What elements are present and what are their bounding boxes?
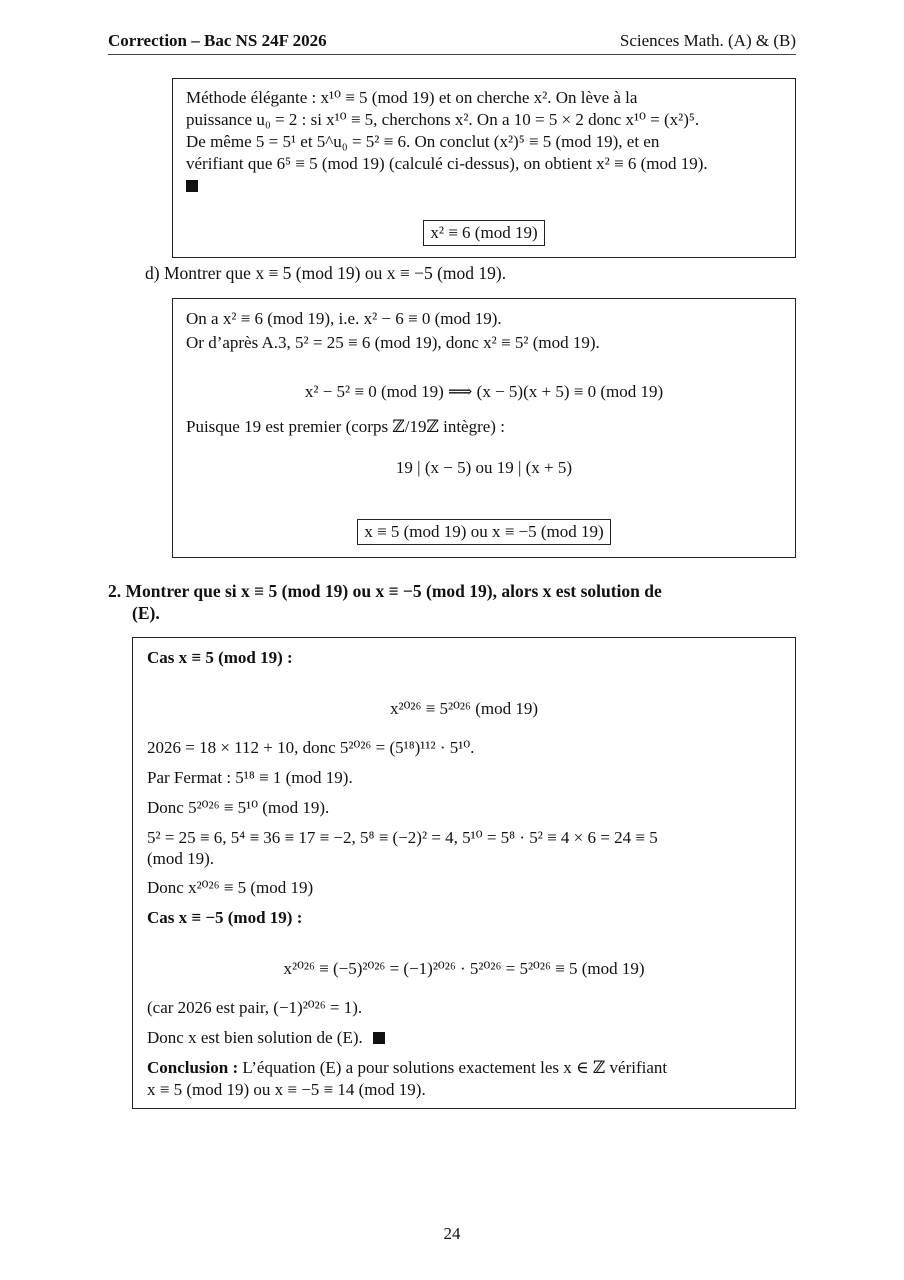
method-box	[172, 78, 796, 258]
part-d-line-2: Or d’après A.3, 5² = 25 ≡ 6 (mod 19), donc x² ≡ 5² (mod 19).	[186, 333, 600, 352]
case-1-line-2: Par Fermat : 5¹⁸ ≡ 1 (mod 19).	[147, 768, 353, 787]
case-1-line-5: Donc x²⁰²⁶ ≡ 5 (mod 19)	[147, 878, 314, 897]
conclusion-text: L’équation (E) a pour solutions exactement les x ∈ ℤ vérifiant	[238, 1058, 668, 1077]
part-d-equation-2: 19 | (x − 5) ou 19 | (x + 5)	[395, 458, 573, 477]
part-2-heading-1: 2. Montrer que si x ≡ 5 (mod 19) ou x ≡ −5 (mod 19), alors x est solution de	[108, 581, 662, 601]
conclusion-line-1	[147, 1057, 667, 1079]
part-d-result	[173, 519, 795, 545]
method-result	[173, 220, 795, 246]
part-2-box	[132, 637, 796, 1109]
part-d-line-1: On a x² ≡ 6 (mod 19), i.e. x² − 6 ≡ 0 (mod 19).	[186, 309, 502, 328]
part-d-equation-1: x² − 5² ≡ 0 (mod 19) ⟹ (x − 5)(x + 5) ≡ 0 (mod 19)	[304, 382, 664, 401]
case-2-equation: x²⁰²⁶ ≡ (−5)²⁰²⁶ = (−1)²⁰²⁶ · 5²⁰²⁶ = 5²⁰²⁶ ≡ 5 (mod 19)	[283, 959, 645, 978]
qed-square	[373, 1032, 385, 1044]
method-result-frame: x² ≡ 6 (mod 19)	[423, 220, 544, 246]
case-1-title: Cas x ≡ 5 (mod 19) :	[147, 648, 293, 667]
method-line-2: puissance u₀ = 2 : si x¹⁰ ≡ 5, cherchons x². On a 10 = 5 × 2 donc x¹⁰ = (x²)⁵.	[186, 110, 700, 129]
case-2-title: Cas x ≡ −5 (mod 19) :	[147, 908, 303, 927]
conclusion-label: Conclusion :	[147, 1058, 239, 1077]
conclusion-line-2: x ≡ 5 (mod 19) ou x ≡ −5 ≡ 14 (mod 19).	[147, 1080, 426, 1099]
case-1-line-1: 2026 = 18 × 112 + 10, donc 5²⁰²⁶ = (5¹⁸)¹¹² · 5¹⁰.	[147, 738, 475, 757]
case-2-line-2	[147, 1027, 385, 1049]
method-line-3: De même 5 = 5¹ et 5^u₀ = 5² ≡ 6. On conclut (x²)⁵ ≡ 5 (mod 19), et en	[186, 132, 660, 151]
page-number: 24	[443, 1224, 461, 1243]
case-1-line-3: Donc 5²⁰²⁶ ≡ 5¹⁰ (mod 19).	[147, 798, 330, 817]
part-d-line-3: Puisque 19 est premier (corps ℤ/19ℤ intègre) :	[186, 417, 505, 436]
header-subject: Sciences Math. (A) & (B)	[619, 31, 796, 50]
part-d-result-frame: x ≡ 5 (mod 19) ou x ≡ −5 (mod 19)	[357, 519, 610, 545]
case-1-line-4b: (mod 19).	[147, 849, 215, 868]
case-1-line-4a: 5² = 25 ≡ 6, 5⁴ ≡ 36 ≡ 17 ≡ −2, 5⁸ ≡ (−2)² = 4, 5¹⁰ = 5⁸ · 5² ≡ 4 × 6 = 24 ≡ 5	[147, 828, 658, 847]
part-d-heading: d) Montrer que x ≡ 5 (mod 19) ou x ≡ −5 (mod 19).	[145, 263, 507, 283]
qed-square	[186, 175, 198, 197]
method-line-4: vérifiant que 6⁵ ≡ 5 (mod 19) (calculé ci-dessus), on obtient x² ≡ 6 (mod 19).	[186, 154, 708, 173]
method-line-1: Méthode élégante : x¹⁰ ≡ 5 (mod 19) et on cherche x². On lève à la	[186, 88, 638, 107]
page-header	[108, 28, 796, 55]
case-2-line-2-text: Donc x est bien solution de (E).	[147, 1028, 363, 1047]
part-2-heading-2: (E).	[132, 603, 160, 623]
header-title: Correction – Bac NS 24F 2026	[108, 31, 327, 50]
part-d-box	[172, 298, 796, 558]
case-2-line-1: (car 2026 est pair, (−1)²⁰²⁶ = 1).	[147, 998, 363, 1017]
case-1-equation: x²⁰²⁶ ≡ 5²⁰²⁶ (mod 19)	[389, 699, 538, 718]
